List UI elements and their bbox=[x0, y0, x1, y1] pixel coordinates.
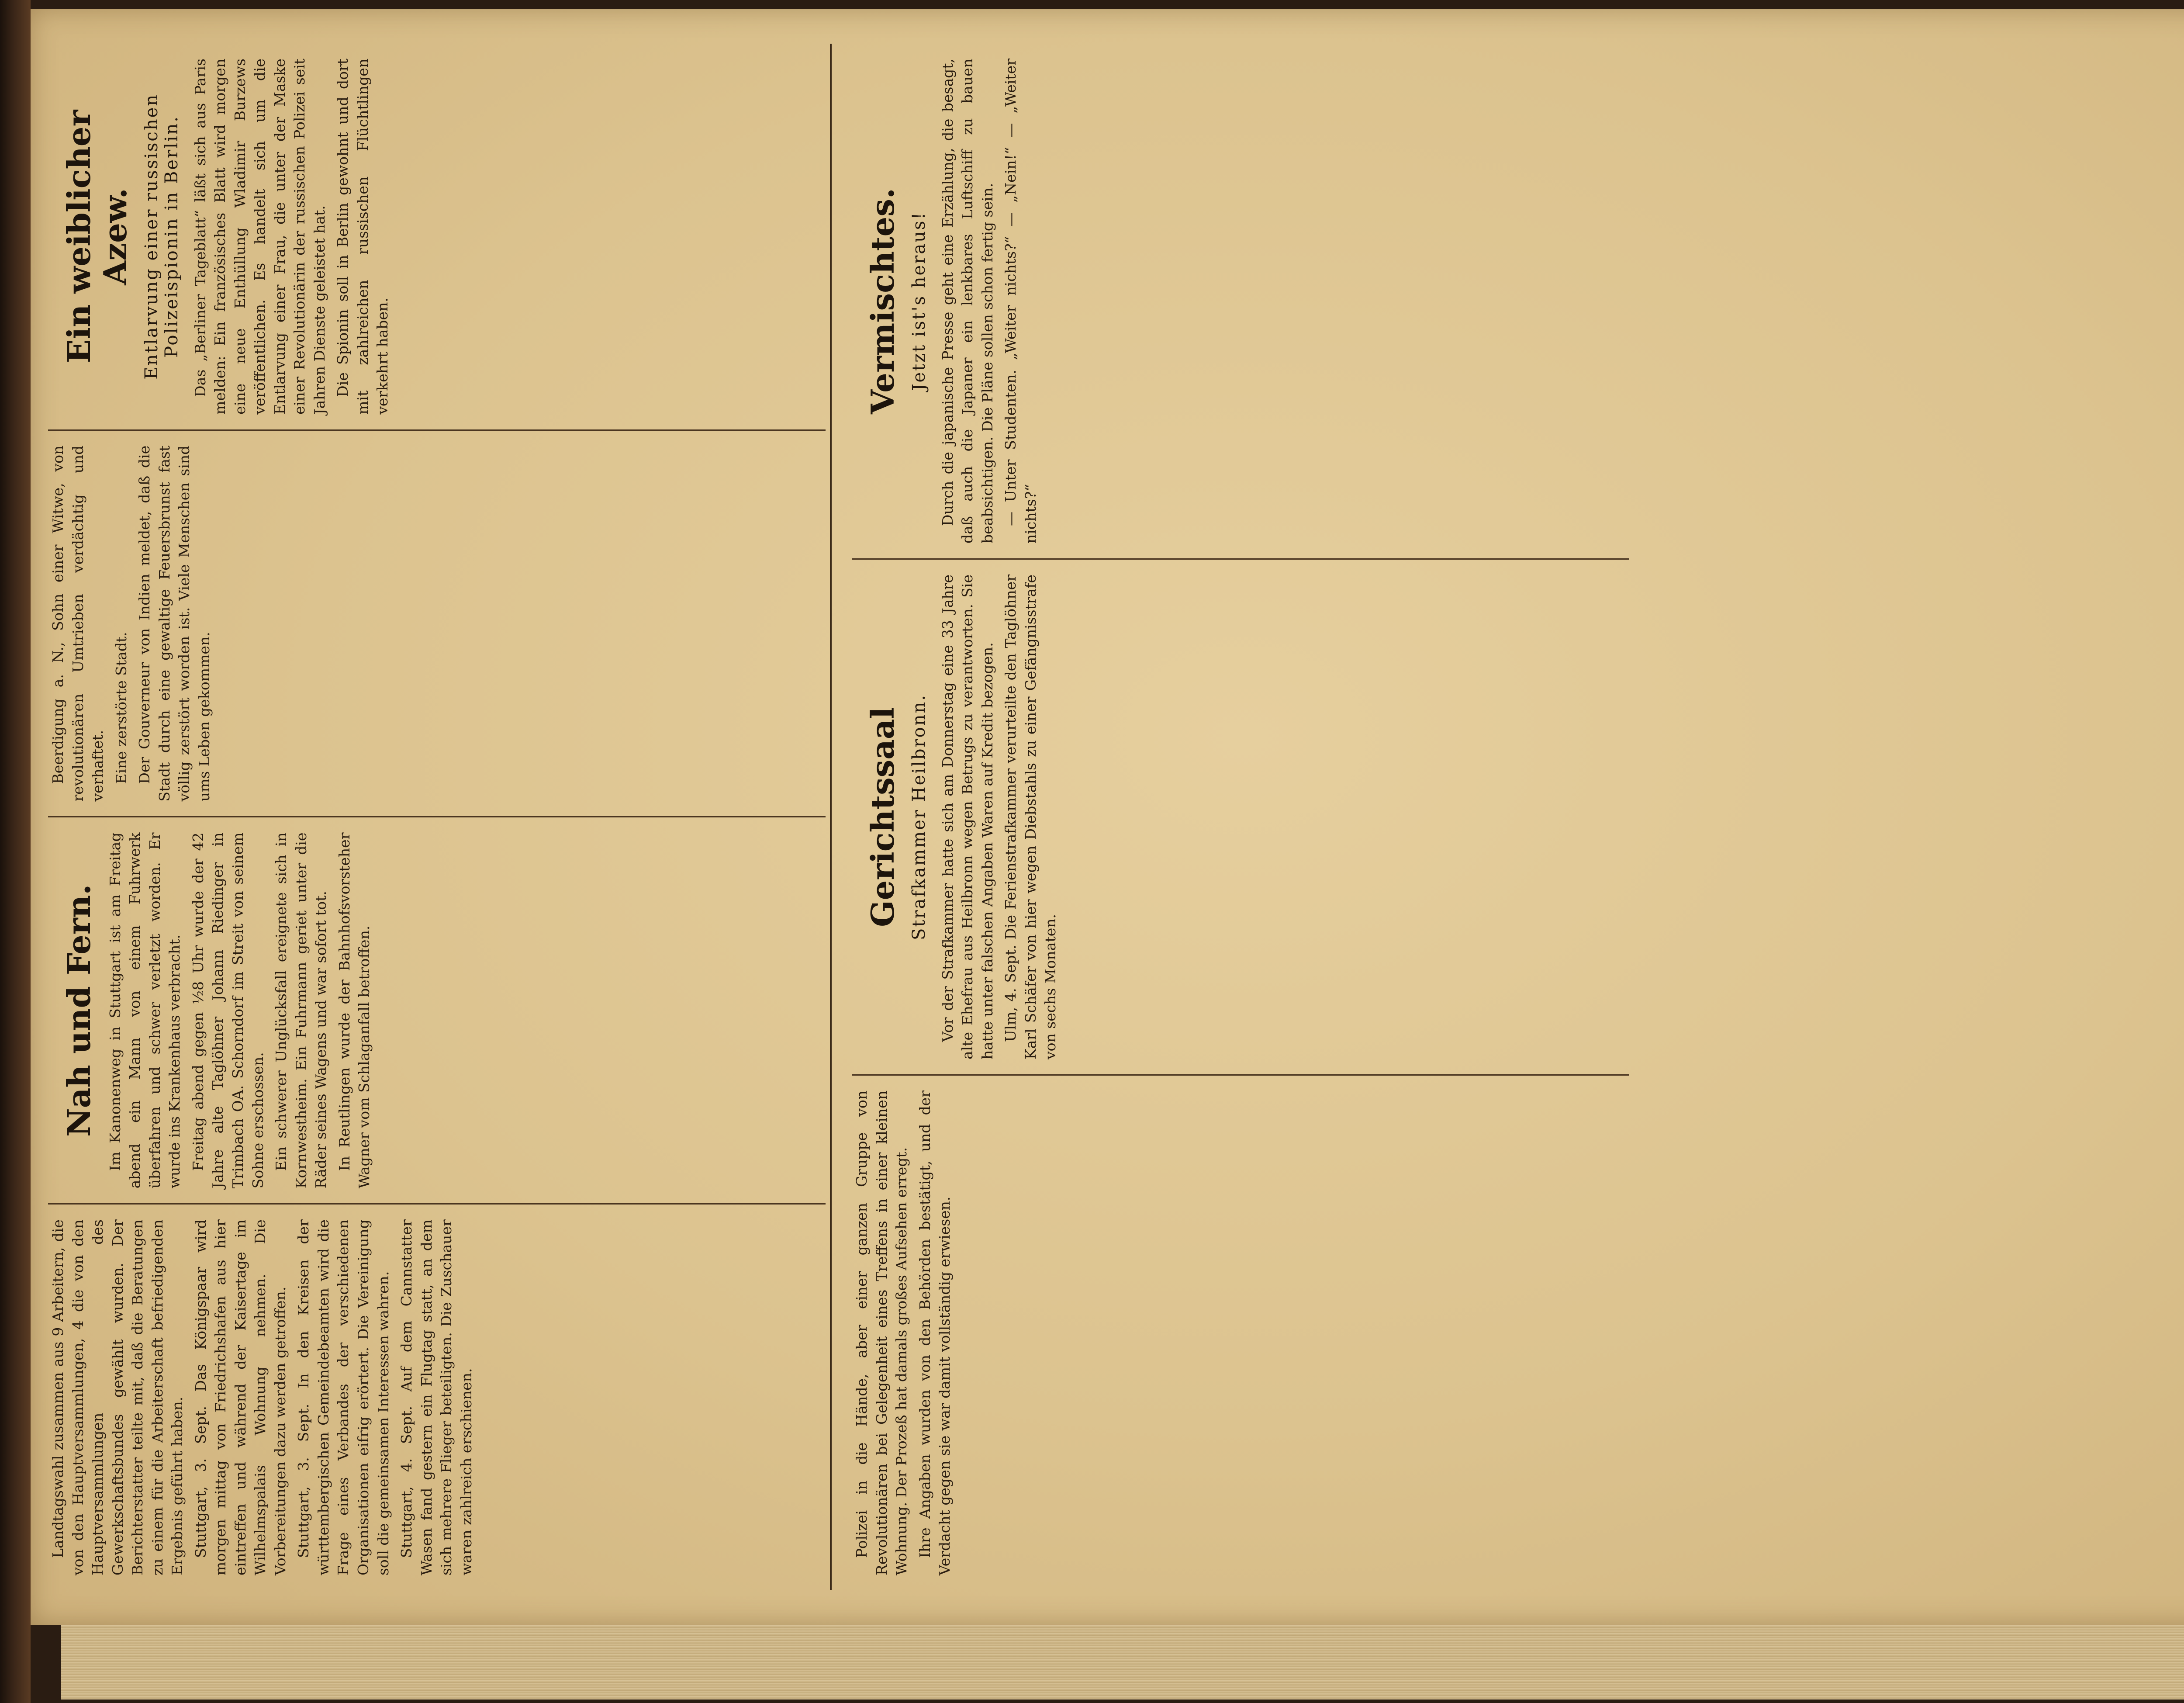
column-7 bbox=[852, 44, 1629, 558]
paragraph: Stuttgart, 3. Sept. Das Königspaar wird morgen mittag von Friedrichshafen aus hier eintreffen und während der Kaisertage im Wilhelmspalais Wohnung nehmen. Die Vorbereitungen dazu werden getroffen. bbox=[192, 1219, 289, 1575]
newspaper-page bbox=[31, 9, 2184, 1625]
column-1 bbox=[48, 1203, 826, 1590]
paragraph: — Unter Studenten. „Weiter nichts?“ — „Nein!“ — „Weiter nichts?“ bbox=[1002, 59, 1039, 543]
paragraph: Ein schwerer Unglücksfall ereignete sich in Kornwestheim. Ein Fuhrmann geriet unter die Räder seines Wagens und war sofort tot. bbox=[273, 832, 330, 1189]
column-2 bbox=[48, 817, 826, 1204]
section-subheading: Jetzt ist's heraus! bbox=[909, 211, 929, 391]
article-subheading: Entlarvung einer russischen Polizeispionin in Berlin. bbox=[141, 93, 182, 380]
column-5-text bbox=[852, 1090, 955, 1575]
section-subheading: Strafkammer Heilbronn. bbox=[909, 694, 929, 940]
column-2-text bbox=[105, 833, 374, 1189]
section-heading: Gerichtssaal bbox=[864, 707, 901, 927]
column-6-text bbox=[938, 575, 1061, 1059]
band-divider bbox=[830, 44, 832, 1590]
page-stack-edge bbox=[61, 1625, 2184, 1700]
article-heading: Ein weiblicher Azew. bbox=[60, 110, 134, 363]
paragraph: Beerdigung a. N., Sohn einer Witwe, von revolutionären Umtrieben verdächtig und verhaftet. bbox=[49, 445, 107, 802]
paragraph: Durch die japanische Presse geht eine Erzählung, die besagt, daß auch die Japaner ein lenkbares Luftschiff zu bauen beabsichtigen. Die Pläne sollen schon fertig sein. bbox=[939, 59, 996, 543]
paragraph: Stuttgart, 3. Sept. In den Kreisen der württembergischen Gemeindebeamten wird die Frage eines Verbandes der verschiedenen Organisationen eifrig erörtert. Die Vereinigung soll die gemeinsamen Interessen wahren. bbox=[295, 1219, 392, 1575]
paragraph: Im Kanonenweg in Stuttgart ist am Freitag abend ein Mann von einem Fuhrwerk überfahren und schwer verletzt worden. Er wurde ins Krankenhaus verbracht. bbox=[106, 832, 183, 1189]
column-3 bbox=[48, 429, 826, 817]
paragraph: Ulm, 4. Sept. Die Ferienstrafkammer verurteilte den Taglöhner Karl Schäfer von hier wegen Diebstahls zu einer Gefängnisstrafe von sechs Monaten. bbox=[1002, 575, 1059, 1059]
rotated-content bbox=[31, 9, 2184, 1625]
top-band bbox=[48, 44, 826, 1590]
column-3-text bbox=[48, 446, 214, 802]
paragraph: Die Spionin soll in Berlin gewohnt und dort mit zahlreichen russischen Flüchtlingen verkehrt haben. bbox=[334, 59, 391, 415]
paragraph: In Reutlingen wurde der Bahnhofsvorsteher Wagner vom Schlaganfall betroffen. bbox=[335, 832, 373, 1189]
paragraph: Vor der Strafkammer hatte sich am Donnerstag eine 33 Jahre alte Ehefrau aus Heilbronn wegen Betrugs zu verantworten. Sie hatte unter falschen Angaben Waren auf Kredit bezogen. bbox=[939, 575, 996, 1059]
left-binding bbox=[0, 0, 31, 1703]
paragraph: Ihre Angaben wurden von den Behörden bestätigt, und der Verdacht gegen sie war damit vollständig erwiesen. bbox=[916, 1090, 954, 1575]
paragraph: Das „Berliner Tageblatt“ läßt sich aus Paris melden: Ein französisches Blatt wird morgen eine neue Enthüllung Wladimir Burzews veröffentlichen. Es handelt sich um die Entlarvung einer Frau, die unter der Maske einer Revolutionärin der russischen Polizei seit Jahren Dienste geleistet hat. bbox=[191, 59, 328, 415]
paragraph: Landtagswahl zusammen aus 9 Arbeitern, die von den Hauptversammlungen, 4 die von den Hauptversammlungen des Gewerkschaftsbundes gewählt wurden. Der Berichterstatter teilte mit, daß die Beratungen zu einem für die Arbeiterschaft befriedigenden Ergebnis geführt haben. bbox=[49, 1219, 186, 1575]
section-heading: Nah und Fern. bbox=[60, 884, 97, 1137]
paragraph: Polizei in die Hände, aber einer ganzen Gruppe von Revolutionären bei Gelegenheit eines Treffens in einer kleinen Wohnung. Der Prozeß hat damals großes Aufsehen erregt. bbox=[853, 1090, 910, 1575]
paragraph: Eine zerstörte Stadt. bbox=[112, 632, 130, 784]
paragraph: Freitag abend gegen ½8 Uhr wurde der 42 Jahre alte Taglöhner Johann Riedinger in Trimbach OA. Schorndorf im Streit von seinem Sohne erschossen. bbox=[189, 832, 266, 1189]
paragraph: Stuttgart, 4. Sept. Auf dem Cannstatter Wasen fand gestern ein Flugtag statt, an dem sich mehrere Flieger beteiligten. Die Zuschauer waren zahlreich erschienen. bbox=[398, 1219, 475, 1575]
section-heading: Vermischtes. bbox=[864, 188, 901, 414]
column-1-text bbox=[48, 1219, 476, 1575]
column-4-text bbox=[190, 59, 393, 415]
column-6 bbox=[852, 558, 1629, 1074]
paragraph: Der Gouverneur von Indien meldet, daß die Stadt durch eine gewaltige Feuersbrunst fast völlig zerstört worden ist. Viele Menschen sind ums Leben gekommen. bbox=[136, 445, 213, 802]
bottom-band bbox=[852, 44, 1629, 1590]
column-4 bbox=[48, 44, 826, 429]
column-5 bbox=[852, 1074, 1629, 1590]
column-7-text bbox=[938, 59, 1041, 543]
